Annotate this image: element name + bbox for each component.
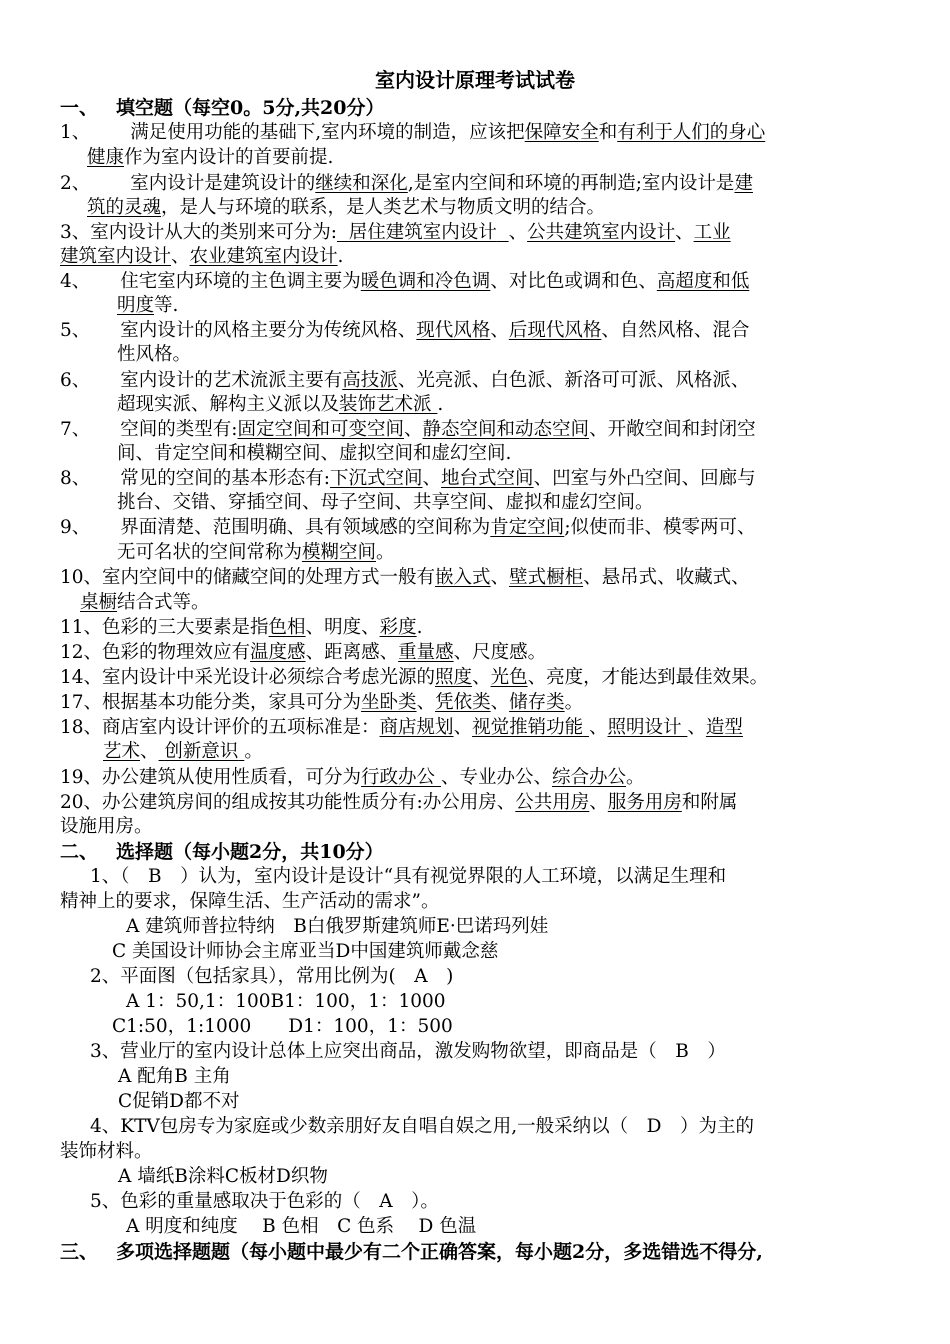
question-12: 12、色彩的物理效应有温度感、距离感、重量感、尺度感。 — [60, 642, 547, 663]
section-3-heading — [60, 1240, 763, 1264]
question-9-cont: 无可名状的空间常称为模糊空间。 — [117, 542, 395, 563]
answer-blank: 视觉推销功能 — [472, 717, 584, 738]
question-19: 19、办公建筑从使用性质看，可分为行政办公 、专业办公、综合办公。 — [60, 767, 645, 788]
answer-blank: 温度感 — [250, 642, 306, 663]
section-2-heading — [60, 840, 384, 864]
choice-options: C 美国设计师协会主席亚当D中国建筑师戴念慈 — [112, 941, 499, 962]
answer-blank: 坐卧类 — [361, 692, 417, 713]
section-number: 一、 — [60, 97, 99, 119]
answer-blank: 综合办公 — [551, 767, 626, 788]
answer-blank: 公共建筑室内设计 — [527, 222, 676, 243]
answer-blank: 服务用房 — [607, 792, 682, 813]
answer-blank: 筑的灵魂 — [87, 197, 162, 218]
answer-blank: 后现代风格 — [508, 320, 602, 341]
choice-options: A 建筑师普拉特纳 B白俄罗斯建筑师E·巴诺玛列娃 — [126, 916, 549, 937]
answer-blank: 高技派 — [342, 370, 398, 391]
question-8: 8、 常见的空间的基本形态有:下沉式空间、地台式空间、凹室与外凸空间、回廊与 — [60, 468, 756, 489]
answer-blank: 静态空间和动态空间 — [422, 419, 590, 440]
answer-blank: 居住建筑室内设计 — [348, 222, 497, 243]
question-2-cont: 筑的灵魂，是人与环境的联系，是人类艺术与物质文明的结合。 — [87, 197, 606, 218]
answer-blank: 行政办公 — [361, 767, 436, 788]
section-1-heading — [60, 96, 385, 120]
question-1: 1、 满足使用功能的基础下,室内环境的制造，应该把保障安全和有利于人们的身心 — [60, 122, 766, 143]
question-18-cont: 艺术、 创新意识 。 — [103, 741, 263, 762]
answer-blank: 建 — [734, 173, 753, 194]
question-10-cont: 桌橱结合式等。 — [80, 592, 210, 613]
answer-blank: 壁式橱柜 — [509, 567, 584, 588]
answer-blank: 光色 — [490, 667, 528, 688]
question-4-cont: 明度等. — [117, 295, 179, 316]
answer-blank: 肯定空间 — [490, 517, 565, 538]
answer-blank: 固定空间和可变空间 — [237, 419, 405, 440]
answer-blank: 建筑室内设计 — [60, 246, 172, 267]
answer-blank: 有利于人们的身心 — [617, 122, 766, 143]
choice-options: A 1：50,1：100B1：100，1：1000 — [126, 991, 446, 1012]
section-number: 三、 — [60, 1241, 99, 1263]
answer-blank: 明度 — [117, 295, 155, 316]
choice-question-4: 4、KTV包房专为家庭或少数亲朋好友自唱自娱之用,一般采纳以（ D ）为主的 — [90, 1116, 755, 1137]
choice-question-4-cont: 装饰材料。 — [60, 1141, 153, 1162]
question-1-cont: 健康作为室内设计的首要前提. — [87, 147, 334, 168]
answer-blank: 农业建筑室内设计 — [189, 246, 338, 267]
answer-blank: 凭依类 — [435, 692, 491, 713]
section-title: 选择题（每小题2分，共10分） — [116, 841, 384, 863]
choice-options: A 明度和纯度 B 色相 C 色系 D 色温 — [126, 1216, 477, 1237]
answer-blank: 色相 — [268, 617, 306, 638]
section-title: 多项选择题题（每小题中最少有二个正确答案，每小题2分，多选错选不得分, — [116, 1241, 763, 1263]
question-5: 5、 室内设计的风格主要分为传统风格、现代风格、后现代风格、自然风格、混合 — [60, 320, 750, 341]
question-20-cont: 设施用房。 — [60, 816, 153, 837]
choice-question-1-cont: 精神上的要求，保障生活、生产活动的需求”。 — [60, 891, 440, 912]
section-title: 填空题（每空0。5分,共20分） — [116, 97, 385, 119]
answer-blank: 彩度 — [379, 617, 417, 638]
section-number: 二、 — [60, 841, 99, 863]
answer-blank: 暖色调和冷色调 — [360, 271, 491, 292]
answer-blank: 重量感 — [398, 642, 454, 663]
answer-blank: 模糊空间 — [302, 542, 377, 563]
question-18: 18、商店室内设计评价的五项标准是：商店规划、视觉推销功能 、照明设计 、造型 — [60, 717, 743, 738]
question-4: 4、 住宅室内环境的主色调主要为暖色调和冷色调、对比色或调和色、高超度和低 — [60, 271, 750, 292]
answer-blank: 地台式空间 — [441, 468, 534, 489]
question-2: 2、 室内设计是建筑设计的继续和深化,是室内空间和环境的再制造;室内设计是建 — [60, 173, 753, 194]
choice-options: A 墙纸B涂料C板材D织物 — [118, 1166, 328, 1187]
choice-question-2: 2、平面图（包括家具），常用比例为( A ) — [90, 966, 454, 987]
answer-blank: 创新意识 — [164, 741, 239, 762]
answer-blank: 高超度和低 — [656, 271, 750, 292]
question-20: 20、办公建筑房间的组成按其功能性质分有:办公用房、公共用房、服务用房和附属 — [60, 792, 738, 813]
question-5-cont: 性风格。 — [117, 344, 192, 365]
answer-blank: 嵌入式 — [435, 567, 491, 588]
question-9: 9、 界面清楚、范围明确、具有领域感的空间称为肯定空间;似使而非、模零两可、 — [60, 517, 756, 538]
answer-blank: 公共用房 — [515, 792, 590, 813]
choice-question-5: 5、色彩的重量感取决于色彩的（ A ）。 — [90, 1191, 439, 1212]
question-8-cont: 挑台、交错、穿插空间、母子空间、共享空间、虚拟和虚幻空间。 — [117, 492, 654, 513]
answer-blank: 下沉式空间 — [330, 468, 423, 489]
choice-question-1: 1、（ B ）认为，室内设计是设计“具有视觉界限的人工环境，以满足生理和 — [90, 866, 727, 887]
choice-options: C1:50，1:1000 D1：100，1：500 — [112, 1016, 453, 1037]
question-6-cont: 超现实派、解构主义派以及装饰艺术派 . — [117, 394, 444, 415]
question-14: 14、室内设计中采光设计必须综合考虑光源的照度、光色、亮度，才能达到最佳效果。 — [60, 667, 769, 688]
question-17: 17、根据基本功能分类，家具可分为坐卧类、凭依类、储存类。 — [60, 692, 584, 713]
answer-blank: 保障安全 — [524, 122, 599, 143]
answer-blank: 储存类 — [509, 692, 565, 713]
question-7: 7、 空间的类型有:固定空间和可变空间、静态空间和动态空间、开敞空间和封闭空 — [60, 419, 756, 440]
question-3-cont: 建筑室内设计、农业建筑室内设计. — [60, 246, 344, 267]
answer-blank: 装饰艺术派 — [339, 394, 432, 415]
answer-blank: 照明设计 — [607, 717, 682, 738]
answer-blank: 现代风格 — [416, 320, 491, 341]
choice-options: A 配角B 主角 — [118, 1066, 231, 1087]
question-3: 3、室内设计从大的类别来可分为: 居住建筑室内设计 、公共建筑室内设计、工业 — [60, 222, 731, 243]
choice-question-3: 3、营业厅的室内设计总体上应突出商品，激发购物欲望，即商品是（ B ） — [90, 1041, 726, 1062]
exam-title: 室内设计原理考试试卷 — [375, 68, 575, 92]
answer-blank: 艺术 — [103, 741, 141, 762]
answer-blank: 继续和深化 — [315, 173, 408, 194]
question-11: 11、色彩的三大要素是指色相、明度、彩度. — [60, 617, 423, 638]
answer-blank: 桌橱 — [80, 592, 118, 613]
answer-blank: 健康 — [87, 147, 125, 168]
answer-blank: 造型 — [705, 717, 743, 738]
answer-blank: 工业 — [693, 222, 731, 243]
choice-options: C促销D都不对 — [118, 1091, 240, 1112]
question-10: 10、室内空间中的储藏空间的处理方式一般有嵌入式、壁式橱柜、悬吊式、收藏式、 — [60, 567, 750, 588]
question-7-cont: 间、肯定空间和模糊空间、虚拟空间和虚幻空间. — [117, 443, 512, 464]
answer-blank: 照度 — [435, 667, 473, 688]
question-6: 6、 室内设计的艺术流派主要有高技派、光亮派、白色派、新洛可可派、风格派、 — [60, 370, 750, 391]
answer-blank: 商店规划 — [379, 717, 454, 738]
